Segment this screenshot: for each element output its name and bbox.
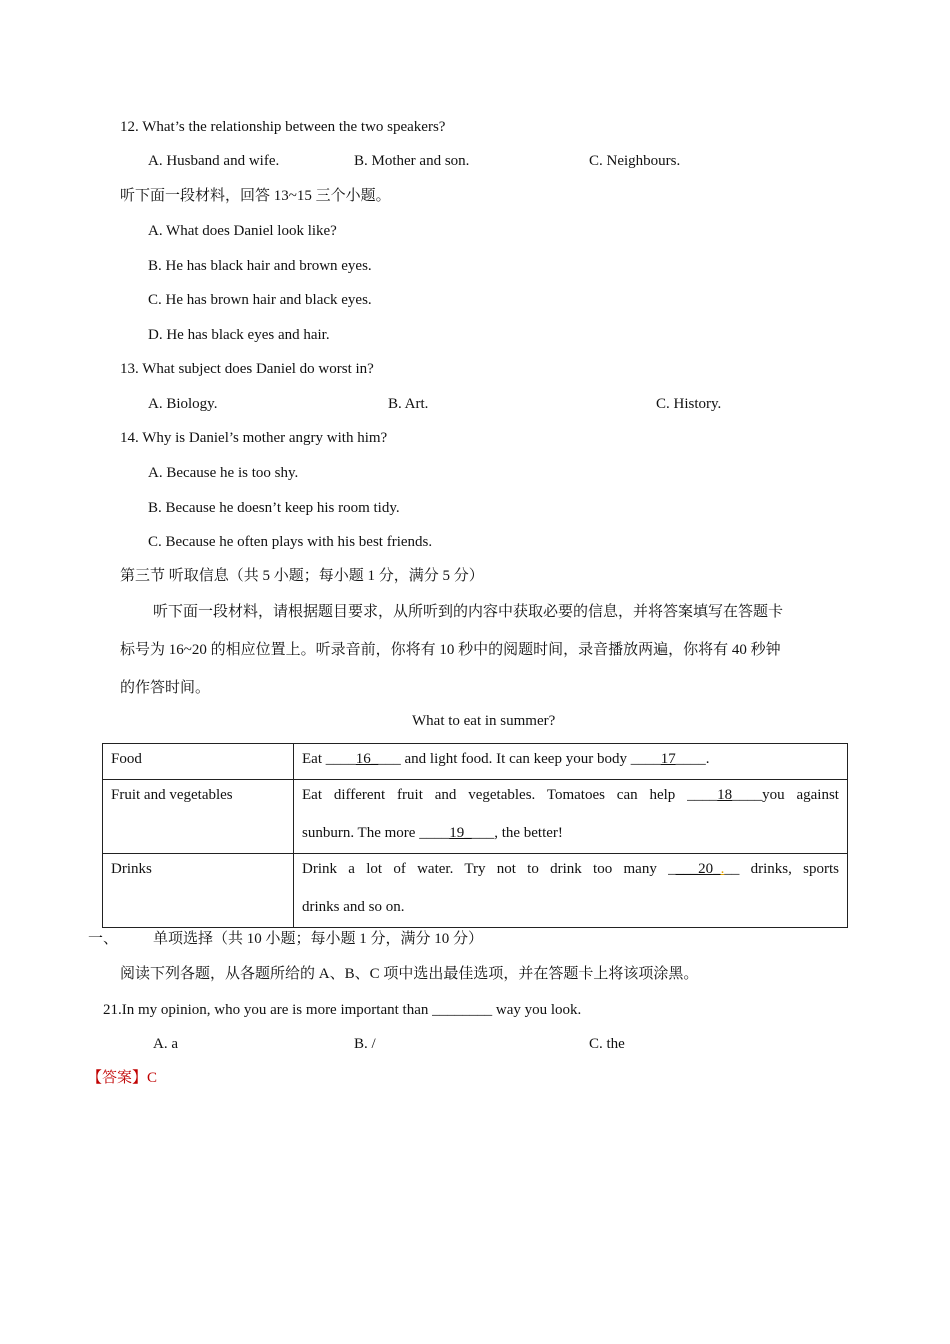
question-12-stem: 12. What’s the relationship between the two speakers? bbox=[120, 119, 446, 135]
part-1-number: 一、 bbox=[88, 931, 119, 947]
table-row bbox=[103, 744, 848, 780]
question-12-option-a: A. Husband and wife. bbox=[148, 153, 280, 169]
question-14-option-a: A. Because he is too shy. bbox=[148, 465, 299, 481]
answer-label: 【答案】 bbox=[87, 1070, 148, 1086]
question-13-option-c: C. History. bbox=[656, 396, 722, 412]
blank-18: 18 bbox=[717, 787, 733, 803]
row-label-fruit-vegetables: Fruit and vegetables bbox=[103, 780, 294, 854]
question-a-stem: A. What does Daniel look like? bbox=[148, 223, 337, 239]
part-1-title: 单项选择（共 10 小题；每小题 1 分，满分 10 分） bbox=[153, 931, 484, 947]
question-13-option-a: A. Biology. bbox=[148, 396, 218, 412]
question-14-option-c: C. Because he often plays with his best friends. bbox=[148, 534, 433, 550]
answer-value: C bbox=[147, 1070, 158, 1086]
text-fragment: Eat different fruit and vegetables. Tomatoes can help ____ bbox=[302, 787, 718, 803]
table-title: What to eat in summer? bbox=[412, 713, 556, 729]
blank-16: 16_ bbox=[355, 751, 379, 767]
drinks-line-2: drinks and so on. bbox=[302, 899, 405, 915]
question-13-stem: 13. What subject does Daniel do worst in? bbox=[120, 361, 374, 377]
fruit-line-2 bbox=[302, 823, 839, 843]
drinks-line-1 bbox=[302, 859, 839, 879]
row-label-food: Food bbox=[103, 744, 294, 780]
blank-17: 17 bbox=[660, 751, 676, 767]
info-table bbox=[102, 743, 848, 928]
row-content-food bbox=[294, 744, 848, 780]
question-14-option-b: B. Because he doesn’t keep his room tidy. bbox=[148, 500, 400, 516]
question-21-stem: 21.In my opinion, who you are is more important than ________ way you look. bbox=[103, 1002, 582, 1018]
text-fragment: ___ and light food. It can keep your body ____ bbox=[378, 751, 661, 767]
text-fragment: ____you against bbox=[732, 787, 839, 803]
row-label-drinks: Drinks bbox=[103, 854, 294, 928]
question-13-option-b: B. Art. bbox=[388, 396, 429, 412]
question-a-option-b: B. He has black hair and brown eyes. bbox=[148, 258, 372, 274]
question-21-option-b: B. / bbox=[354, 1036, 376, 1052]
question-a-option-d: D. He has black eyes and hair. bbox=[148, 327, 330, 343]
blank-19: 19_ bbox=[449, 825, 472, 841]
text-fragment: sunburn. The more ____ bbox=[302, 825, 450, 841]
part-1-instruction: 阅读下列各题，从各题所给的 A、B、C 项中选出最佳选项，并在答题卡上将该项涂黑。 bbox=[120, 966, 699, 982]
question-12-option-b: B. Mother and son. bbox=[354, 153, 470, 169]
question-21-option-c: C. the bbox=[589, 1036, 625, 1052]
answer-line bbox=[87, 1068, 157, 1088]
section-3-instruction-line-2: 标号为 16~20 的相应位置上。听录音前，你将有 10 秒中的阅题时间，录音播放两遍，你将有 40 秒钟 bbox=[120, 642, 781, 658]
text-fragment: ____. bbox=[675, 751, 710, 767]
question-12-option-c: C. Neighbours. bbox=[589, 153, 681, 169]
question-a-option-c: C. He has brown hair and black eyes. bbox=[148, 292, 372, 308]
fruit-line-1 bbox=[302, 785, 839, 805]
food-line bbox=[302, 749, 839, 769]
section-3-instruction-line-3: 的作答时间。 bbox=[120, 680, 211, 696]
blank-20: ___20_ bbox=[675, 861, 721, 877]
highlight-dot: . bbox=[720, 861, 725, 877]
section-3-title: 第三节 听取信息（共 5 小题；每小题 1 分，满分 5 分） bbox=[120, 568, 484, 584]
row-content-drinks bbox=[294, 854, 848, 928]
text-fragment: __ drinks, sports bbox=[724, 861, 839, 877]
question-14-stem: 14. Why is Daniel’s mother angry with him? bbox=[120, 430, 388, 446]
section-3-instruction-line-1: 听下面一段材料，请根据题目要求，从所听到的内容中获取必要的信息，并将答案填写在答题卡 bbox=[153, 604, 784, 620]
text-fragment: ___, the better! bbox=[471, 825, 563, 841]
text-fragment: Eat ____ bbox=[302, 751, 356, 767]
listen-instruction-13-15: 听下面一段材料，回答 13~15 三个小题。 bbox=[120, 188, 391, 204]
row-content-fruit-vegetables bbox=[294, 780, 848, 854]
table-row bbox=[103, 780, 848, 854]
table-row bbox=[103, 854, 848, 928]
question-21-option-a: A. a bbox=[153, 1036, 178, 1052]
text-fragment: Drink a lot of water. Try not to drink too many _ bbox=[302, 861, 676, 877]
